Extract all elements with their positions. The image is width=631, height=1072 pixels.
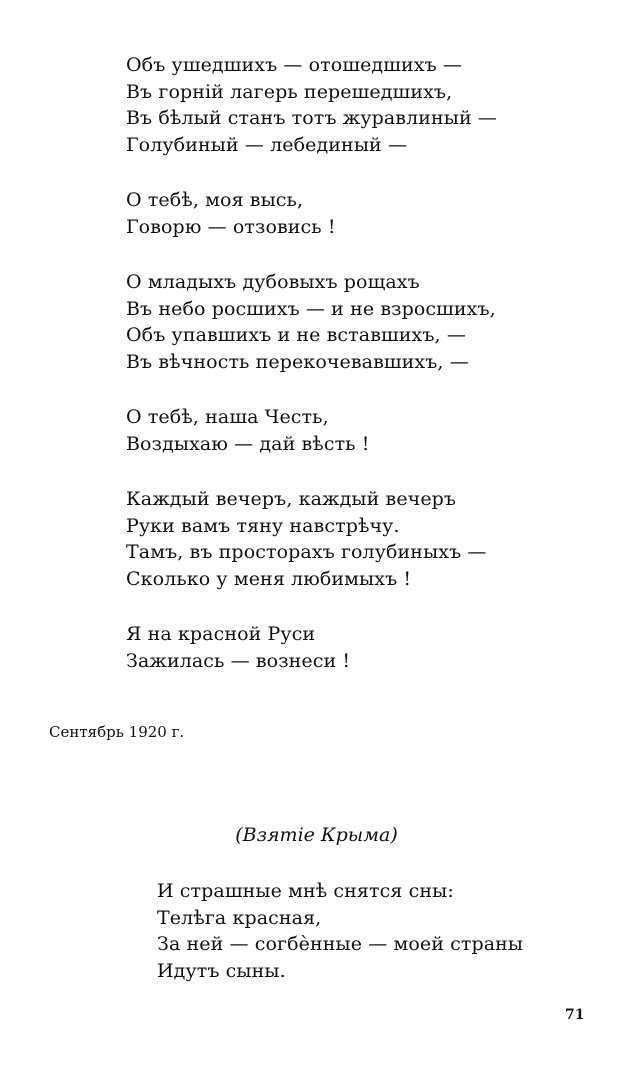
stanza-6 <box>126 621 596 674</box>
poem-line: За ней — согбѐнные — моей страны <box>157 933 524 955</box>
poem-title-text: (Взятіе Крыма) <box>235 824 398 846</box>
poem-line: Я на красной Руси <box>126 623 316 645</box>
poem-line: Говорю — отзовись ! <box>126 215 336 238</box>
poem-line: Каждый вечеръ, каждый вечеръ <box>126 488 457 510</box>
poem-line: Въ вѣчность перекочевавшихъ, — <box>126 350 469 373</box>
poem-line: Телѣга красная, <box>157 906 322 929</box>
poem-line: О тебѣ, наша Честь, <box>126 406 329 428</box>
poem-line: Идутъ сыны. <box>157 959 286 982</box>
poem-line: Голубиный — лебединый — <box>126 133 408 156</box>
poem-line: Тамъ, въ просторахъ голубиныхъ — <box>126 541 487 563</box>
stanza-2 <box>126 187 596 240</box>
poem-line: Объ ушедшихъ — отошедшихъ — <box>126 54 463 76</box>
poem-line: О младыхъ дубовыхъ рощахъ <box>126 271 420 293</box>
stanza-5 <box>126 486 596 592</box>
stanza-4 <box>126 404 596 457</box>
poem-line: Зажилась — вознеси ! <box>126 649 351 672</box>
second-poem-body <box>157 878 597 984</box>
poem-line: Въ горній лагерь перешедшихъ, <box>126 80 453 103</box>
poem-date: Сентябрь 1920 г. <box>49 723 185 741</box>
poem-line: Сколько у меня любимыхъ ! <box>126 567 412 590</box>
poem-title <box>0 822 631 848</box>
page-number: 71 <box>565 1007 585 1023</box>
poem-line: Въ бѣлый станъ тотъ журавлиный — <box>126 107 498 129</box>
poem-line: Воздыхаю — дай вѣсть ! <box>126 432 370 455</box>
poem-line: О тебѣ, моя высь, <box>126 189 304 211</box>
poem-line: И страшные мнѣ снятся сны: <box>157 880 454 902</box>
stanza-3 <box>126 269 596 375</box>
poem-line: Въ небо росшихъ — и не взросшихъ, <box>126 297 496 320</box>
poem-body <box>126 52 596 703</box>
poem-line: Руки вамъ тяну навстрѣчу. <box>126 514 400 537</box>
poem-line: Объ упавшихъ и не вставшихъ, — <box>126 324 466 346</box>
stanza-1 <box>126 52 596 158</box>
